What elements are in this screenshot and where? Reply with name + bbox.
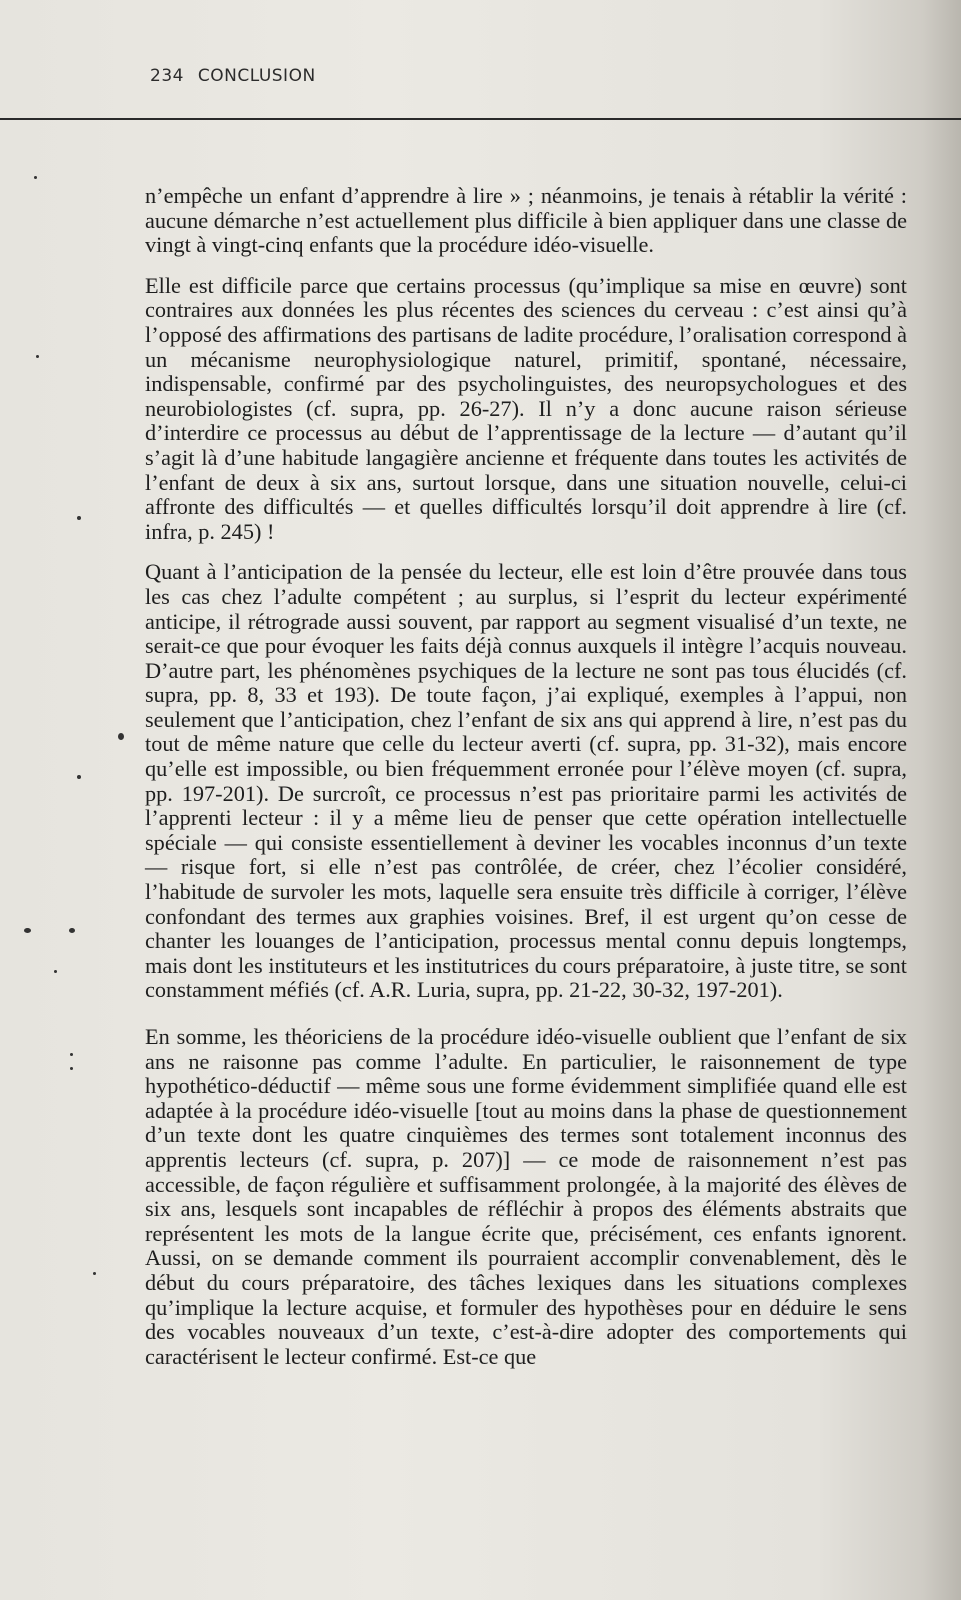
paragraph-3: Quant à l’anticipation de la pensée du lecteur, elle est loin d’être prouvée dans tous les cas chez l’adulte compétent ; au surplus, si l’esprit du lecteur expérimenté anticipe, il rétrograde aussi souvent, par rapport au segment visualisé d’un texte, ne serait-ce que pour évoquer les faits déjà connus auxquels il intègre l’acquis nouveau. D’autre part, les phénomènes psychiques de la lecture ne sont pas tous élucidés (cf. supra, pp. 8, 33 et 193). De toute façon, j’ai expliqué, exemples à l’appui, non seulement que l’anticipation, chez l’enfant de six ans qui apprend à lire, n’est pas du tout de même nature que celle du lecteur averti (cf. supra, pp. 31-32), mais encore qu’elle est impossible, ou bien fréquemment erronée pour l’élève moyen (cf. supra, pp. 197-201). De surcroît, ce processus n’est pas prioritaire parmi les activités de l’apprenti lecteur : il y a même lieu de penser que cette opération intellectuelle spéciale — qui consiste essentiellement à deviner les vocables inconnus d’un texte — risque fort, si elle n’est pas contrôlée, de créer, chez l’écolier considéré, l’habitude de survoler les mots, laquelle sera ensuite très difficile à corriger, l’élève confondant des termes aux graphies voisines. Bref, il est urgent qu’on cesse de chanter les louanges de l’anticipation, processus mental connu depuis longtemps, mais dont les instituteurs et les institutrices du cours préparatoire, à juste titre, se sont constamment méfiés (cf. A.R. Luria, supra, pp. 21-22, 30-32, 197-201).	[145, 559, 907, 1003]
paper-speck	[54, 970, 57, 973]
running-header	[150, 66, 316, 86]
paragraph-1: n’empêche un enfant d’apprendre à lire » ; néanmoins, je tenais à rétablir la vérité : aucune démarche n’est actuellement plus difficile à bien appliquer dans une classe de vingt à vingt-cinq enfants que la procédure idéo-visuelle.	[145, 183, 907, 258]
running-title: CONCLUSION	[197, 66, 316, 86]
page-number: 234	[150, 66, 184, 86]
paper-speck	[77, 775, 81, 779]
paragraph-4: En somme, les théoriciens de la procédure idéo-visuelle oublient que l’enfant de six ans ne raisonne pas comme l’adulte. En particulier, le raisonnement de type hypothético-déductif — même sous une forme évidemment simplifiée quand elle est adaptée à la procédure idéo-visuelle [tout au moins dans la phase de questionnement d’un texte dont les quatre cinquièmes des termes sont totalement inconnus des apprentis lecteurs (cf. supra, p. 207)] — ce mode de raisonnement n’est pas accessible, de façon régulière et suffisamment prolongée, à la majorité des élèves de six ans, lesquels sont incapables de réfléchir à propos des éléments abstraits que représentent les mots de la langue écrite que, précisément, ces enfants ignorent. Aussi, on se demande comment ils pourraient accomplir convenablement, dès le début du cours préparatoire, des tâches lexiques dans les situations complexes qu’implique la lecture acquise, et formuler des hypothèses pour en déduire le sens des vocables nouveaux d’un texte, c’est-à-dire adopter des comportements qui caractérisent le lecteur confirmé. Est-ce que	[145, 1024, 907, 1369]
header-rule	[0, 118, 961, 120]
paper-speck	[69, 928, 75, 933]
paper-speck	[70, 1067, 73, 1070]
paper-speck	[93, 1272, 96, 1275]
paper-speck	[36, 355, 39, 358]
paper-speck	[24, 928, 31, 933]
paper-speck	[70, 1053, 73, 1056]
paper-speck	[118, 733, 124, 740]
paper-speck	[34, 176, 37, 179]
paragraph-2: Elle est difficile parce que certains processus (qu’implique sa mise en œuvre) sont contraires aux données les plus récentes des sciences du cerveau : c’est ainsi qu’à l’opposé des affirmations des partisans de ladite procédure, l’oralisation correspond à un mécanisme neurophysiologique naturel, primitif, spontané, nécessaire, indispensable, confirmé par des psycholinguistes, des neuropsychologues et des neurobiologistes (cf. supra, pp. 26-27). Il n’y a donc aucune raison sérieuse d’interdire ce processus au début de l’apprentissage de la lecture — d’autant qu’il s’agit là d’une habitude langagière ancienne et fréquente dans toutes les activités de l’enfant de deux à six ans, surtout lorsque, dans une situation nouvelle, celui-ci affronte des difficultés — et quelles difficultés lorsqu’il doit apprendre à lire (cf. infra, p. 245) !	[145, 272, 907, 544]
paper-speck	[77, 516, 81, 520]
body-text	[145, 184, 907, 1369]
